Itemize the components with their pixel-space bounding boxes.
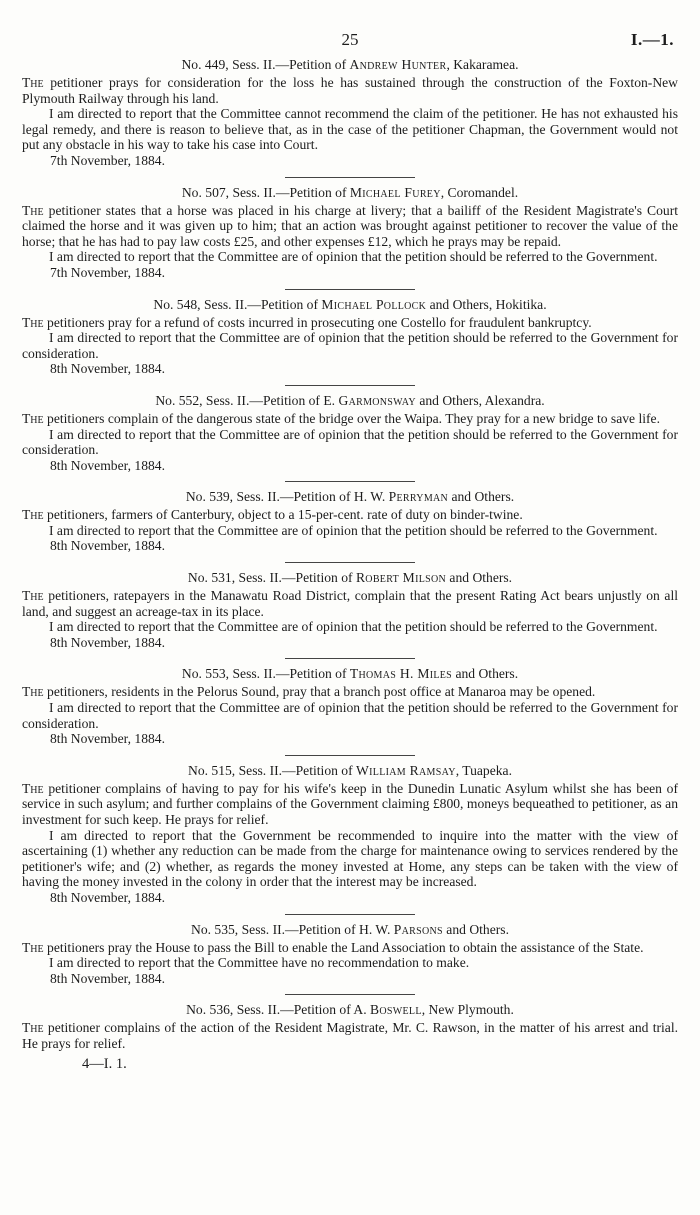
report-date: 8th November, 1884. — [50, 538, 165, 554]
section-divider — [285, 481, 415, 482]
petition-entry — [22, 488, 678, 563]
section-divider — [285, 658, 415, 659]
section-divider — [285, 177, 415, 178]
petition-entry — [22, 921, 678, 996]
petition-body-text: petitioner complains of having to pay for his wife's keep in the Dunedin Lunatic Asylum whilst she has been of service in such asylum; and further complains of the Government claiming £800, moneys bequeathed to petitioner, as an investment for such keep. He prays for relief. — [22, 780, 678, 827]
committee-report: I am directed to report that the Committee cannot recommend the claim of the petitioner. He has not exhausted his legal remedy, and there is reason to believe that, as in the case of the petitioner Chapman, the Government would not put any obstacle in his way to take his case into Court. — [22, 106, 678, 153]
petition-location: and Others, Alexandra. — [415, 392, 545, 408]
petition-body-lead: The — [22, 202, 44, 218]
petition-title — [22, 569, 678, 586]
petitioner-name: Boswell — [370, 1002, 422, 1018]
petition-title — [22, 1001, 678, 1018]
report-date: 8th November, 1884. — [50, 889, 165, 905]
report-date: 8th November, 1884. — [50, 731, 165, 747]
committee-report: I am directed to report that the Committee are of opinion that the petition should be referred to the Government for consideration. — [22, 330, 678, 361]
section-divider — [285, 994, 415, 995]
petitioner-name: Michael Furey — [349, 184, 441, 200]
petition-location: and Others. — [452, 666, 519, 682]
section-divider — [285, 914, 415, 915]
petition-body-lead: The — [22, 1020, 44, 1036]
petition-body-text: petitioner prays for consideration for the loss he has sustained through the construction of the Foxton-New Plymouth Railway through his land. — [22, 75, 678, 106]
petition-body — [22, 684, 678, 700]
page-number: 25 — [341, 30, 359, 49]
sheet-signature: 4—I. 1. — [82, 1055, 127, 1072]
petitioner-name: Garmonsway — [338, 392, 416, 408]
section-divider — [285, 755, 415, 756]
report-date: 8th November, 1884. — [50, 970, 165, 986]
petition-location: , Coromandel. — [440, 184, 519, 200]
petition-body-text: petitioner complains of the action of the Resident Magistrate, Mr. C. Rawson, in the matter of his arrest and trial. He prays for relief. — [22, 1020, 678, 1051]
committee-report: I am directed to report that the Committee are of opinion that the petition should be referred to the Government. — [49, 249, 658, 265]
petition-location: and Others. — [442, 921, 509, 937]
petition-number: No. 535, Sess. II.—Petition of H. W. — [191, 921, 394, 937]
petitioner-name: William Ramsay — [356, 762, 456, 778]
petition-body-text: petitioner states that a horse was placed in his charge at livery; that a bailiff of the Resident Magistrate's Court claimed the horse and it was given up to him; that an action was brought against petitioner to recover the value of the horse; that he has had to pay law costs £25, and other expenses £12, which he prays may be repaid. — [22, 202, 678, 249]
petition-entry — [22, 56, 678, 178]
petition-body-lead: The — [22, 507, 44, 523]
petition-body-lead: The — [22, 75, 44, 90]
petition-title — [22, 392, 678, 409]
petition-title — [22, 296, 678, 313]
petition-body — [22, 940, 678, 956]
petition-body — [22, 315, 678, 331]
petition-body — [22, 203, 678, 250]
petition-body-lead: The — [22, 410, 44, 426]
petition-title — [22, 56, 678, 73]
report-date: 8th November, 1884. — [50, 361, 165, 377]
petition-number: No. 548, Sess. II.—Petition of — [153, 296, 322, 312]
petition-body-text: petitioners complain of the dangerous state of the bridge over the Waipa. They pray for a new bridge to save life. — [43, 410, 660, 426]
petitioner-name: Michael Pollock — [321, 296, 427, 312]
page-header — [22, 22, 678, 52]
report-date: 8th November, 1884. — [50, 634, 165, 650]
petition-body-text: petitioners pray the House to pass the Bill to enable the Land Association to obtain the assistance of the State. — [43, 939, 644, 955]
section-divider — [285, 562, 415, 563]
petition-body-lead: The — [22, 939, 44, 955]
petition-body-text: petitioners, ratepayers in the Manawatu Road District, complain that the present Rating Act bears unjustly on all land, and suggest an acreage-tax in its place. — [22, 588, 678, 619]
petition-entry — [22, 762, 678, 915]
petition-body-lead: The — [22, 780, 44, 796]
petitioner-name: Parsons — [393, 921, 443, 937]
petition-number: No. 552, Sess. II.—Petition of E. — [155, 392, 339, 408]
petitioner-name: Thomas H. Miles — [349, 666, 453, 682]
petition-entry — [22, 392, 678, 482]
petition-body — [22, 75, 678, 106]
petition-title — [22, 665, 678, 682]
petition-body-lead: The — [22, 314, 44, 330]
committee-report: I am directed to report that the Government be recommended to inquire into the matter with the view of ascertaining (1) whether any reduction can be made from the charge for maintenance owing to services rendered by the petitioner's wife; and (2) whether, as regards the money invested at Home, any steps can be taken with the view of having the money invested in the colony in order that the interest may be increased. — [22, 827, 678, 890]
petition-location: , New Plymouth. — [421, 1002, 514, 1018]
petition-number: No. 515, Sess. II.—Petition of — [188, 762, 357, 778]
section-divider — [285, 385, 415, 386]
petition-body — [22, 507, 678, 523]
petition-body-lead: The — [22, 588, 44, 604]
petition-location: , Tuapeka. — [455, 762, 512, 778]
petitioner-name: Perryman — [388, 489, 449, 505]
petition-body — [22, 781, 678, 828]
report-date: 7th November, 1884. — [50, 152, 165, 168]
petition-title — [22, 921, 678, 938]
petition-body-text: petitioners, residents in the Pelorus Sound, pray that a branch post office at Manaroa may be opened. — [43, 684, 596, 700]
petition-entry — [22, 569, 678, 659]
committee-report: I am directed to report that the Committee are of opinion that the petition should be referred to the Government. — [49, 619, 658, 635]
page-reference: I.—1. — [630, 30, 674, 49]
petition-number: No. 531, Sess. II.—Petition of — [187, 570, 356, 586]
petition-title — [22, 762, 678, 779]
petition-title — [22, 184, 678, 201]
section-divider — [285, 289, 415, 290]
petition-body-text: petitioners, farmers of Canterbury, object to a 15-per-cent. rate of duty on binder-twine. — [43, 507, 523, 523]
petitions-list — [22, 56, 678, 1052]
petition-location: and Others, Hokitika. — [426, 296, 547, 312]
committee-report: I am directed to report that the Committee have no recommendation to make. — [49, 955, 470, 971]
petition-body-lead: The — [22, 684, 44, 700]
petition-location: and Others. — [448, 489, 515, 505]
petition-entry — [22, 665, 678, 755]
petition-location: and Others. — [446, 570, 513, 586]
petitioner-name: Robert Milson — [355, 570, 447, 586]
petition-number: No. 539, Sess. II.—Petition of H. W. — [185, 489, 389, 505]
petition-body — [22, 588, 678, 619]
petition-number: No. 536, Sess. II.—Petition of A. — [186, 1002, 371, 1018]
petitioner-name: Andrew Hunter — [349, 57, 447, 72]
report-date: 8th November, 1884. — [50, 457, 165, 473]
petition-number: No. 507, Sess. II.—Petition of — [181, 184, 350, 200]
report-date: 7th November, 1884. — [50, 264, 165, 280]
committee-report: I am directed to report that the Committee are of opinion that the petition should be referred to the Government for consideration. — [22, 426, 678, 458]
petition-entry — [22, 1001, 678, 1051]
petition-entry — [22, 184, 678, 290]
petition-body-text: petitioners pray for a refund of costs incurred in prosecuting one Costello for fraudulent bankruptcy. — [43, 314, 592, 330]
petition-title — [22, 488, 678, 505]
petition-location: , Kakaramea. — [446, 57, 519, 72]
petition-body — [22, 1020, 678, 1051]
petition-entry — [22, 296, 678, 386]
committee-report: I am directed to report that the Committee are of opinion that the petition should be referred to the Government. — [49, 522, 658, 538]
petition-number: No. 553, Sess. II.—Petition of — [181, 666, 350, 682]
petition-body — [22, 411, 678, 427]
petition-number: No. 449, Sess. II.—Petition of — [181, 57, 350, 72]
committee-report: I am directed to report that the Committee are of opinion that the petition should be referred to the Government for consideration. — [22, 700, 678, 731]
